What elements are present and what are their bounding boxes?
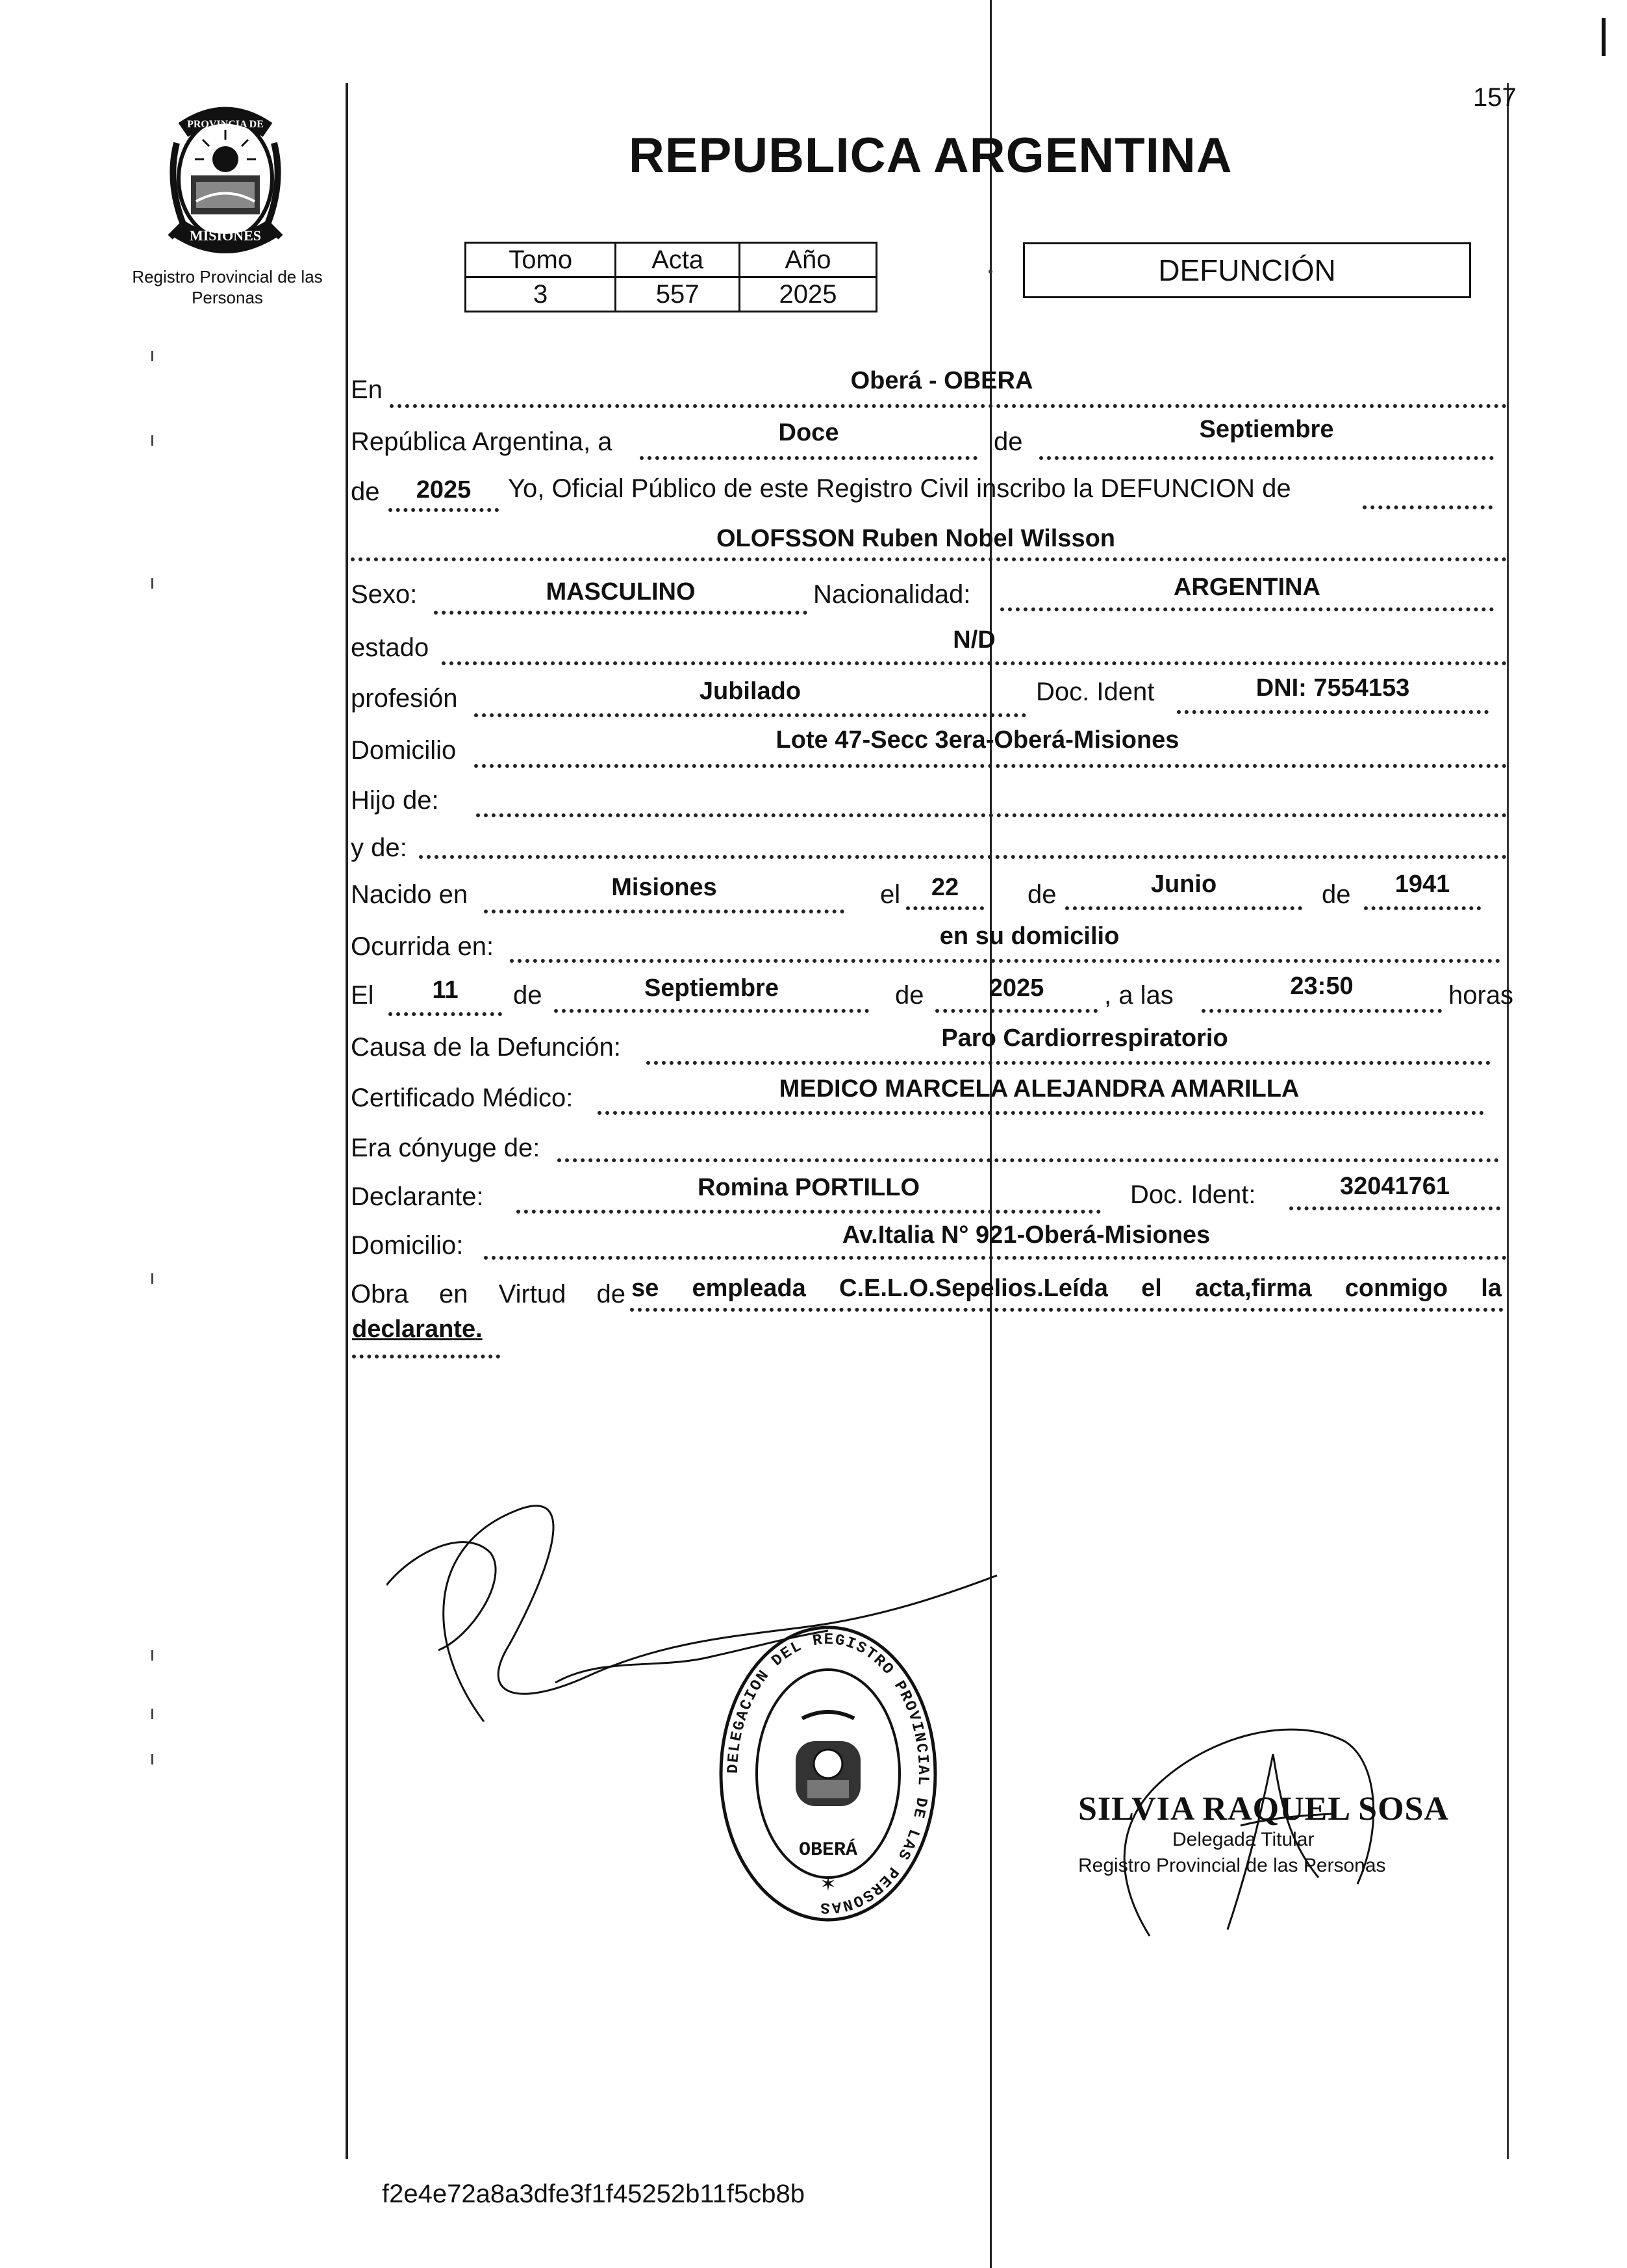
logo-text-top: PROVINCIA DE [187, 119, 264, 130]
republica-label: República Argentina, a [351, 427, 612, 456]
hijo-dots [476, 813, 1507, 817]
sexo-label: Sexo: [351, 580, 418, 609]
year-value: 2025 [416, 476, 472, 503]
yde-dots [419, 855, 1507, 859]
svg-text:✶: ✶ [820, 1874, 837, 1895]
fold-line [990, 0, 992, 2268]
de2-label: de [351, 478, 380, 506]
obra-dots [630, 1308, 1504, 1312]
fold-dot [989, 270, 992, 274]
registry-value-acta: 557 [616, 277, 740, 312]
official-seal-icon [711, 1621, 945, 1930]
death-month: Septiembre [644, 975, 779, 1002]
margin-tick [151, 1650, 153, 1661]
decl-doc-dots [1289, 1206, 1500, 1210]
doc-dots [1177, 710, 1489, 714]
de-label: de [994, 427, 1023, 456]
certificado-value: MEDICO MARCELA ALEJANDRA AMARILLA [779, 1075, 1300, 1102]
margin-tick [151, 1754, 153, 1765]
nacionalidad-label: Nacionalidad: [813, 580, 971, 609]
declarante-dots [516, 1210, 1101, 1214]
death-day: 11 [432, 976, 459, 1004]
birth-day-dots [906, 906, 984, 910]
certificado-dots [598, 1111, 1484, 1115]
en-value: Oberá - OBERA [850, 367, 1033, 394]
margin-tick [151, 1273, 153, 1284]
estado-dots [442, 661, 1507, 665]
conyuge-dots [557, 1158, 1499, 1162]
domicilio-dots [474, 764, 1507, 768]
registry-value-row [466, 277, 877, 312]
document-hash: f2e4e72a8a3dfe3f1f45252b11f5cb8b [382, 2180, 805, 2208]
registry-table [464, 242, 877, 312]
estado-label: estado [351, 633, 429, 662]
seal-ring-text: DELEGACION DEL REGISTRO PROVINCIAL DE LAS PERSONAS [724, 1631, 932, 1917]
death-time: 23:50 [1290, 973, 1354, 1000]
obra-dots-2 [352, 1355, 500, 1358]
ocurrida-label: Ocurrida en: [351, 932, 494, 961]
de4-label: de [1322, 880, 1351, 909]
margin-tick [151, 435, 153, 446]
conyuge-label: Era cónyuge de: [351, 1134, 540, 1162]
en-label: En [351, 376, 383, 404]
death-day-dots [388, 1012, 502, 1016]
horas-label: horas [1448, 981, 1514, 1010]
statement-text: Yo, Oficial Público de este Registro Civil inscribo la DEFUNCION de [508, 474, 1291, 503]
month-dots [1039, 456, 1494, 460]
day-value: Doce [778, 419, 839, 446]
registry-header-acta: Acta [616, 243, 740, 277]
death-month-dots [554, 1009, 869, 1013]
domicilio2-dots [484, 1256, 1507, 1260]
obra-value-line1: se empleada C.E.L.O.Sepelios.Leída el acta,firma conmigo la [631, 1275, 1502, 1302]
edge-mark [1602, 18, 1606, 56]
el2-label: El [351, 981, 374, 1010]
org-name: Registro Provincial de las Personas [132, 267, 323, 307]
birth-day: 22 [931, 874, 959, 901]
alas-label: , a las [1104, 981, 1174, 1010]
yde-label: y de: [351, 834, 407, 862]
deceased-name: OLOFSSON Ruben Nobel Wilsson [716, 525, 1115, 552]
birth-month: Junio [1150, 871, 1217, 898]
decl-doc-value: 32041761 [1339, 1173, 1450, 1200]
left-border-line [346, 83, 348, 2159]
hijo-label: Hijo de: [351, 786, 439, 815]
de6-label: de [895, 981, 924, 1010]
causa-dots [646, 1061, 1491, 1065]
profesion-dots [474, 713, 1026, 717]
day-dots [640, 456, 977, 460]
month-value: Septiembre [1199, 416, 1334, 443]
domicilio2-value: Av.Italia N° 921-Oberá-Misiones [842, 1221, 1211, 1249]
logo-text-bottom: MISIONES [189, 227, 262, 244]
decl-doc-label: Doc. Ident: [1130, 1180, 1256, 1209]
page-title: REPUBLICA ARGENTINA [629, 128, 1233, 183]
margin-tick [151, 1709, 153, 1719]
declarante-value: Romina PORTILLO [698, 1174, 920, 1201]
obra-label: Obra en Virtud de [351, 1280, 626, 1308]
registry-header-ano: Año [739, 243, 876, 277]
signatory-role: Delegada Titular [1172, 1829, 1315, 1850]
death-year: 2025 [989, 975, 1044, 1002]
registry-value-tomo: 3 [466, 277, 616, 312]
nacionalidad-value: ARGENTINA [1174, 574, 1320, 601]
document-type-box: DEFUNCIÓN [1023, 242, 1471, 298]
page-number: 157 [1473, 83, 1517, 112]
name-dots [351, 557, 1507, 561]
statement-dots [1363, 505, 1493, 509]
margin-tick [151, 351, 153, 361]
domicilio-label: Domicilio [351, 736, 457, 765]
el-label: el [880, 880, 901, 909]
registry-value-ano: 2025 [739, 277, 876, 312]
right-border-line [1507, 83, 1509, 2159]
de3-label: de [1028, 880, 1057, 909]
nacido-label: Nacido en [351, 880, 468, 909]
doc-label: Doc. Ident [1036, 678, 1155, 706]
death-year-dots [935, 1009, 1098, 1013]
nacido-dots [484, 910, 844, 913]
de5-label: de [513, 981, 542, 1010]
certificado-label: Certificado Médico: [351, 1084, 574, 1112]
nacido-value: Misiones [611, 874, 717, 901]
ocurrida-value: en su domicilio [939, 923, 1120, 950]
estado-value: N/D [953, 626, 996, 654]
sexo-value: MASCULINO [546, 578, 696, 605]
birth-year: 1941 [1394, 871, 1450, 898]
domicilio-value: Lote 47-Secc 3era-Oberá-Misiones [776, 726, 1179, 754]
causa-label: Causa de la Defunción: [351, 1033, 621, 1062]
provincial-coat-of-arms-icon [157, 104, 294, 253]
signatory-org: Registro Provincial de las Personas [1078, 1855, 1386, 1876]
year-dots [388, 508, 499, 512]
death-time-dots [1202, 1009, 1442, 1013]
signatory-name: SILVIA RAQUEL SOSA [1078, 1790, 1449, 1828]
obra-value-line2: declarante. [352, 1316, 483, 1343]
registry-header-tomo: Tomo [466, 243, 616, 277]
seal-city: OBERÁ [798, 1839, 858, 1861]
causa-value: Paro Cardiorrespiratorio [941, 1025, 1228, 1052]
birth-year-dots [1364, 906, 1481, 910]
seal-emblem-icon [796, 1712, 861, 1806]
margin-tick [151, 578, 153, 589]
en-dots [390, 404, 1507, 408]
nacionalidad-dots [1000, 607, 1494, 611]
profesion-value: Jubilado [699, 678, 801, 705]
declarante-label: Declarante: [351, 1182, 484, 1211]
doc-value: DNI: 7554153 [1255, 674, 1410, 702]
sexo-dots [434, 611, 807, 615]
domicilio2-label: Domicilio: [351, 1231, 464, 1260]
profesion-label: profesión [351, 684, 458, 713]
birth-month-dots [1065, 906, 1302, 910]
registry-header-row [466, 243, 877, 277]
ocurrida-dots [510, 959, 1500, 963]
